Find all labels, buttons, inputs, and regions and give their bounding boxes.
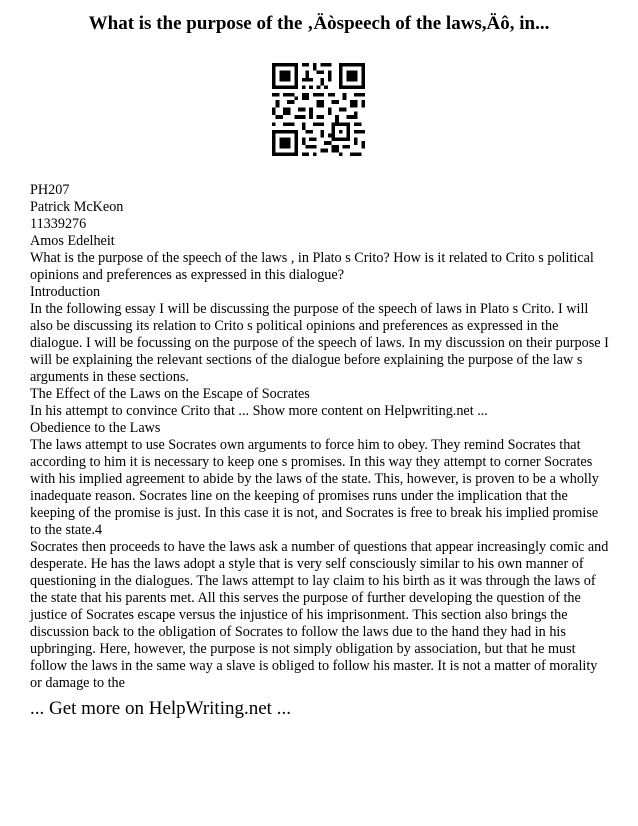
qr-code-graphic: [272, 63, 365, 156]
obedience-text-2: Socrates then proceeds to have the laws ask a number of questions that appear increasingly comic and desperate. He has the laws adopt a style that is very self consciously similar to his own manner of questioning in the dialogues. The laws attempt to lay claim to his birth as it was through the laws of the state that his parents met. All this serves the purpose of further developing the question of the justice of Socrates escape versus the injustice of his imprisonment. This section also brings the discussion back to the obligation of Socrates to follow the laws due to the hand they had in his upbringing. Here, however, the purpose is not simply obligation by association, but that he must follow the laws in the same way a slave is obliged to follow his master. It is not a matter of morality or damage to the: [30, 539, 609, 691]
lecturer-name: Amos Edelheit: [30, 233, 115, 249]
student-number: 11339276: [30, 216, 87, 232]
qr-code-icon: [272, 63, 365, 156]
effect-heading: The Effect of the Laws on the Escape of Socrates: [30, 386, 310, 402]
document-body: [30, 182, 610, 692]
page-title: What is the purpose of the ‚Äòspeech of the laws,Äô, in...: [88, 13, 550, 34]
obedience-heading: Obedience to the Laws: [30, 420, 161, 436]
introduction-heading: Introduction: [30, 284, 101, 300]
effect-text: In his attempt to convince Crito that ... Show more content on Helpwriting.net ...: [30, 403, 488, 419]
author-name: Patrick McKeon: [30, 199, 124, 215]
course-code: PH207: [30, 182, 70, 198]
get-more-link[interactable]: ... Get more on HelpWriting.net ...: [30, 698, 291, 719]
essay-question: What is the purpose of the speech of the laws , in Plato s Crito? How is it related to Crito s political opinions and preferences as expressed in this dialogue?: [30, 250, 594, 283]
introduction-text: In the following essay I will be discussing the purpose of the speech of laws in Plato s Crito. I will also be discussing its relation to Crito s political opinions and preferences as expressed in the dialogue. I will be focussing on the purpose of the speech of laws. In my discussion on their purpose I will be explaining the relevant sections of the dialogue before explaining the purpose of the law s arguments in these sections.: [30, 301, 609, 385]
obedience-text-1: The laws attempt to use Socrates own arguments to force him to obey. They remind Socrates that according to him it is necessary to keep one s promises. In this way they attempt to corner Socrates with his implied agreement to abide by the laws of the state. This, however, is proven to be a wholly inadequate reason. Socrates line on the keeping of promises runs under the implication that the keeping of the promise is just. In this case it is not, and Socrates is free to break his implied promise to the state.4: [30, 437, 599, 538]
